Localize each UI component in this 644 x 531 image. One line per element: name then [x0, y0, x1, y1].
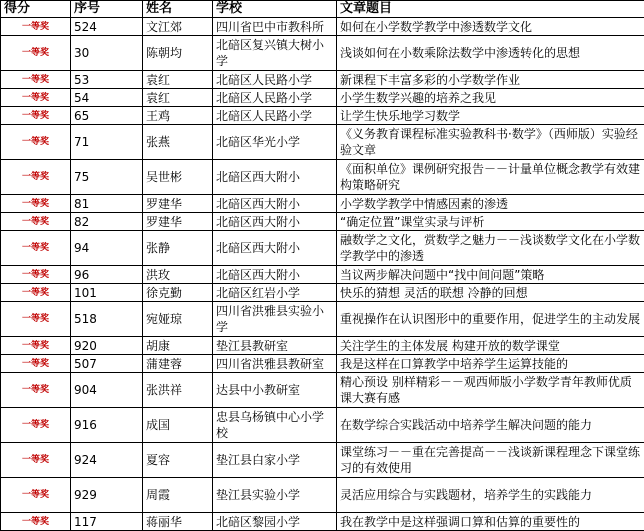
cell-name: 张洪祥: [143, 373, 213, 408]
cell-school: 垫江县实验小学: [213, 478, 337, 513]
cell-num: 53: [71, 71, 143, 89]
table-row: [1, 408, 644, 443]
cell-name: 张静: [143, 231, 213, 266]
cell-title: 当议两步解决问题中“找中间问题”策略: [337, 266, 644, 284]
table-row: [1, 71, 644, 89]
table-row: [1, 107, 644, 125]
cell-score: 一等奖: [1, 195, 71, 213]
cell-school: 四川省巴中市教科所: [213, 18, 337, 36]
cell-score: 一等奖: [1, 284, 71, 302]
cell-num: 96: [71, 266, 143, 284]
table-row: [1, 337, 644, 355]
cell-school: 北碚区西大附小: [213, 160, 337, 195]
cell-num: 94: [71, 231, 143, 266]
cell-num: 75: [71, 160, 143, 195]
cell-title: 我在教学中是这样强调口算和估算的重要性的: [337, 513, 644, 531]
cell-title: “确定位置”课堂实录与评析: [337, 213, 644, 231]
table-row: [1, 231, 644, 266]
table-row: [1, 195, 644, 213]
cell-school: 北碚区人民路小学: [213, 89, 337, 107]
cell-title: 《面积单位》课例研究报告－－计量单位概念教学有效建构策略研究: [337, 160, 644, 195]
cell-school: 北碚区西大附小: [213, 231, 337, 266]
cell-num: 929: [71, 478, 143, 513]
cell-num: 117: [71, 513, 143, 531]
cell-title: 如何在小学数学教学中渗透数学文化: [337, 18, 644, 36]
cell-name: 胡康: [143, 337, 213, 355]
table-row: [1, 18, 644, 36]
cell-score: 一等奖: [1, 408, 71, 443]
cell-score: 一等奖: [1, 107, 71, 125]
cell-title: 重视操作在认识图形中的重要作用，促进学生的主动发展: [337, 302, 644, 337]
cell-name: 袁红: [143, 71, 213, 89]
cell-school: 北碚区人民路小学: [213, 71, 337, 89]
cell-score: 一等奖: [1, 125, 71, 160]
table-row: [1, 355, 644, 373]
cell-name: 蒋丽华: [143, 513, 213, 531]
table-row: [1, 89, 644, 107]
cell-num: 916: [71, 408, 143, 443]
cell-score: 一等奖: [1, 36, 71, 71]
cell-num: 54: [71, 89, 143, 107]
cell-name: 徐克勤: [143, 284, 213, 302]
cell-name: 罗建华: [143, 195, 213, 213]
cell-score: 一等奖: [1, 478, 71, 513]
header-score: 得分: [1, 1, 71, 18]
cell-name: 文江郊: [143, 18, 213, 36]
cell-school: 北碚区红岩小学: [213, 284, 337, 302]
cell-school: 垫江县白家小学: [213, 443, 337, 478]
cell-school: 北碚区人民路小学: [213, 107, 337, 125]
table-row: [1, 213, 644, 231]
cell-name: 吴世彬: [143, 160, 213, 195]
cell-title: 快乐的猜想 灵活的联想 冷静的回想: [337, 284, 644, 302]
cell-name: 夏容: [143, 443, 213, 478]
table-row: [1, 302, 644, 337]
cell-name: 罗建华: [143, 213, 213, 231]
cell-school: 达县中小教研室: [213, 373, 337, 408]
cell-num: 924: [71, 443, 143, 478]
cell-title: 新课程下丰富多彩的小学数学作业: [337, 71, 644, 89]
header-school: 学校: [213, 1, 337, 18]
cell-title: 关注学生的主体发展 构建开放的数学课堂: [337, 337, 644, 355]
cell-score: 一等奖: [1, 337, 71, 355]
cell-title: 小学生数学兴趣的培养之我见: [337, 89, 644, 107]
cell-name: 陈朝均: [143, 36, 213, 71]
cell-score: 一等奖: [1, 160, 71, 195]
cell-name: 王鸡: [143, 107, 213, 125]
cell-school: 忠县乌杨镇中心小学校: [213, 408, 337, 443]
table-row: [1, 478, 644, 513]
table-row: [1, 160, 644, 195]
cell-school: 垫江县教研室: [213, 337, 337, 355]
cell-score: 一等奖: [1, 231, 71, 266]
header-row: [1, 1, 644, 18]
cell-num: 507: [71, 355, 143, 373]
cell-score: 一等奖: [1, 89, 71, 107]
table-row: [1, 443, 644, 478]
cell-title: 课堂练习－－重在完善提高－－浅谈新课程理念下课堂练习的有效使用: [337, 443, 644, 478]
table-row: [1, 266, 644, 284]
cell-name: 张燕: [143, 125, 213, 160]
cell-school: 四川省洪雅县教研室: [213, 355, 337, 373]
cell-score: 一等奖: [1, 18, 71, 36]
cell-score: 一等奖: [1, 71, 71, 89]
cell-title: 浅谈如何在小数乘除法数学中渗透转化的思想: [337, 36, 644, 71]
cell-title: 精心预设 别样精彩－－观西师版小学数学青年教师优质课大赛有感: [337, 373, 644, 408]
cell-name: 洪玫: [143, 266, 213, 284]
cell-name: 成国: [143, 408, 213, 443]
cell-title: 小学数学教学中情感因素的渗透: [337, 195, 644, 213]
cell-score: 一等奖: [1, 513, 71, 531]
cell-num: 518: [71, 302, 143, 337]
table-row: [1, 373, 644, 408]
cell-num: 71: [71, 125, 143, 160]
cell-name: 周霞: [143, 478, 213, 513]
table-body: [1, 18, 644, 531]
cell-num: 920: [71, 337, 143, 355]
cell-title: 让学生快乐地学习数学: [337, 107, 644, 125]
cell-title: 在数学综合实践活动中培养学生解决问题的能力: [337, 408, 644, 443]
cell-score: 一等奖: [1, 266, 71, 284]
cell-num: 65: [71, 107, 143, 125]
cell-school: 四川省洪雅县实验小学: [213, 302, 337, 337]
table-row: [1, 513, 644, 531]
cell-num: 81: [71, 195, 143, 213]
cell-num: 30: [71, 36, 143, 71]
table-row: [1, 125, 644, 160]
cell-school: 北碚区黎园小学: [213, 513, 337, 531]
cell-name: 袁红: [143, 89, 213, 107]
header-title: 文章题目: [337, 1, 644, 18]
cell-num: 904: [71, 373, 143, 408]
cell-score: 一等奖: [1, 373, 71, 408]
cell-title: 灵活应用综合与实践题材，培养学生的实践能力: [337, 478, 644, 513]
cell-school: 北碚区西大附小: [213, 195, 337, 213]
header-num: 序号: [71, 1, 143, 18]
cell-score: 一等奖: [1, 355, 71, 373]
cell-school: 北碚区西大附小: [213, 213, 337, 231]
cell-name: 蒲建蓉: [143, 355, 213, 373]
cell-score: 一等奖: [1, 443, 71, 478]
cell-school: 北碚区复兴镇大树小学: [213, 36, 337, 71]
table-row: [1, 36, 644, 71]
cell-score: 一等奖: [1, 302, 71, 337]
cell-title: 我是这样在口算教学中培养学生运算技能的: [337, 355, 644, 373]
cell-school: 北碚区西大附小: [213, 266, 337, 284]
cell-num: 524: [71, 18, 143, 36]
cell-school: 北碚区华光小学: [213, 125, 337, 160]
cell-name: 宛娅琼: [143, 302, 213, 337]
header-name: 姓名: [143, 1, 213, 18]
cell-score: 一等奖: [1, 213, 71, 231]
cell-title: 《义务教育课程标准实验教科书·数学》（西师版）实验经验文章: [337, 125, 644, 160]
cell-num: 101: [71, 284, 143, 302]
cell-num: 82: [71, 213, 143, 231]
table-row: [1, 284, 644, 302]
cell-title: 融数学之文化，赏数学之魅力－－浅谈数学文化在小学数学教学中的渗透: [337, 231, 644, 266]
